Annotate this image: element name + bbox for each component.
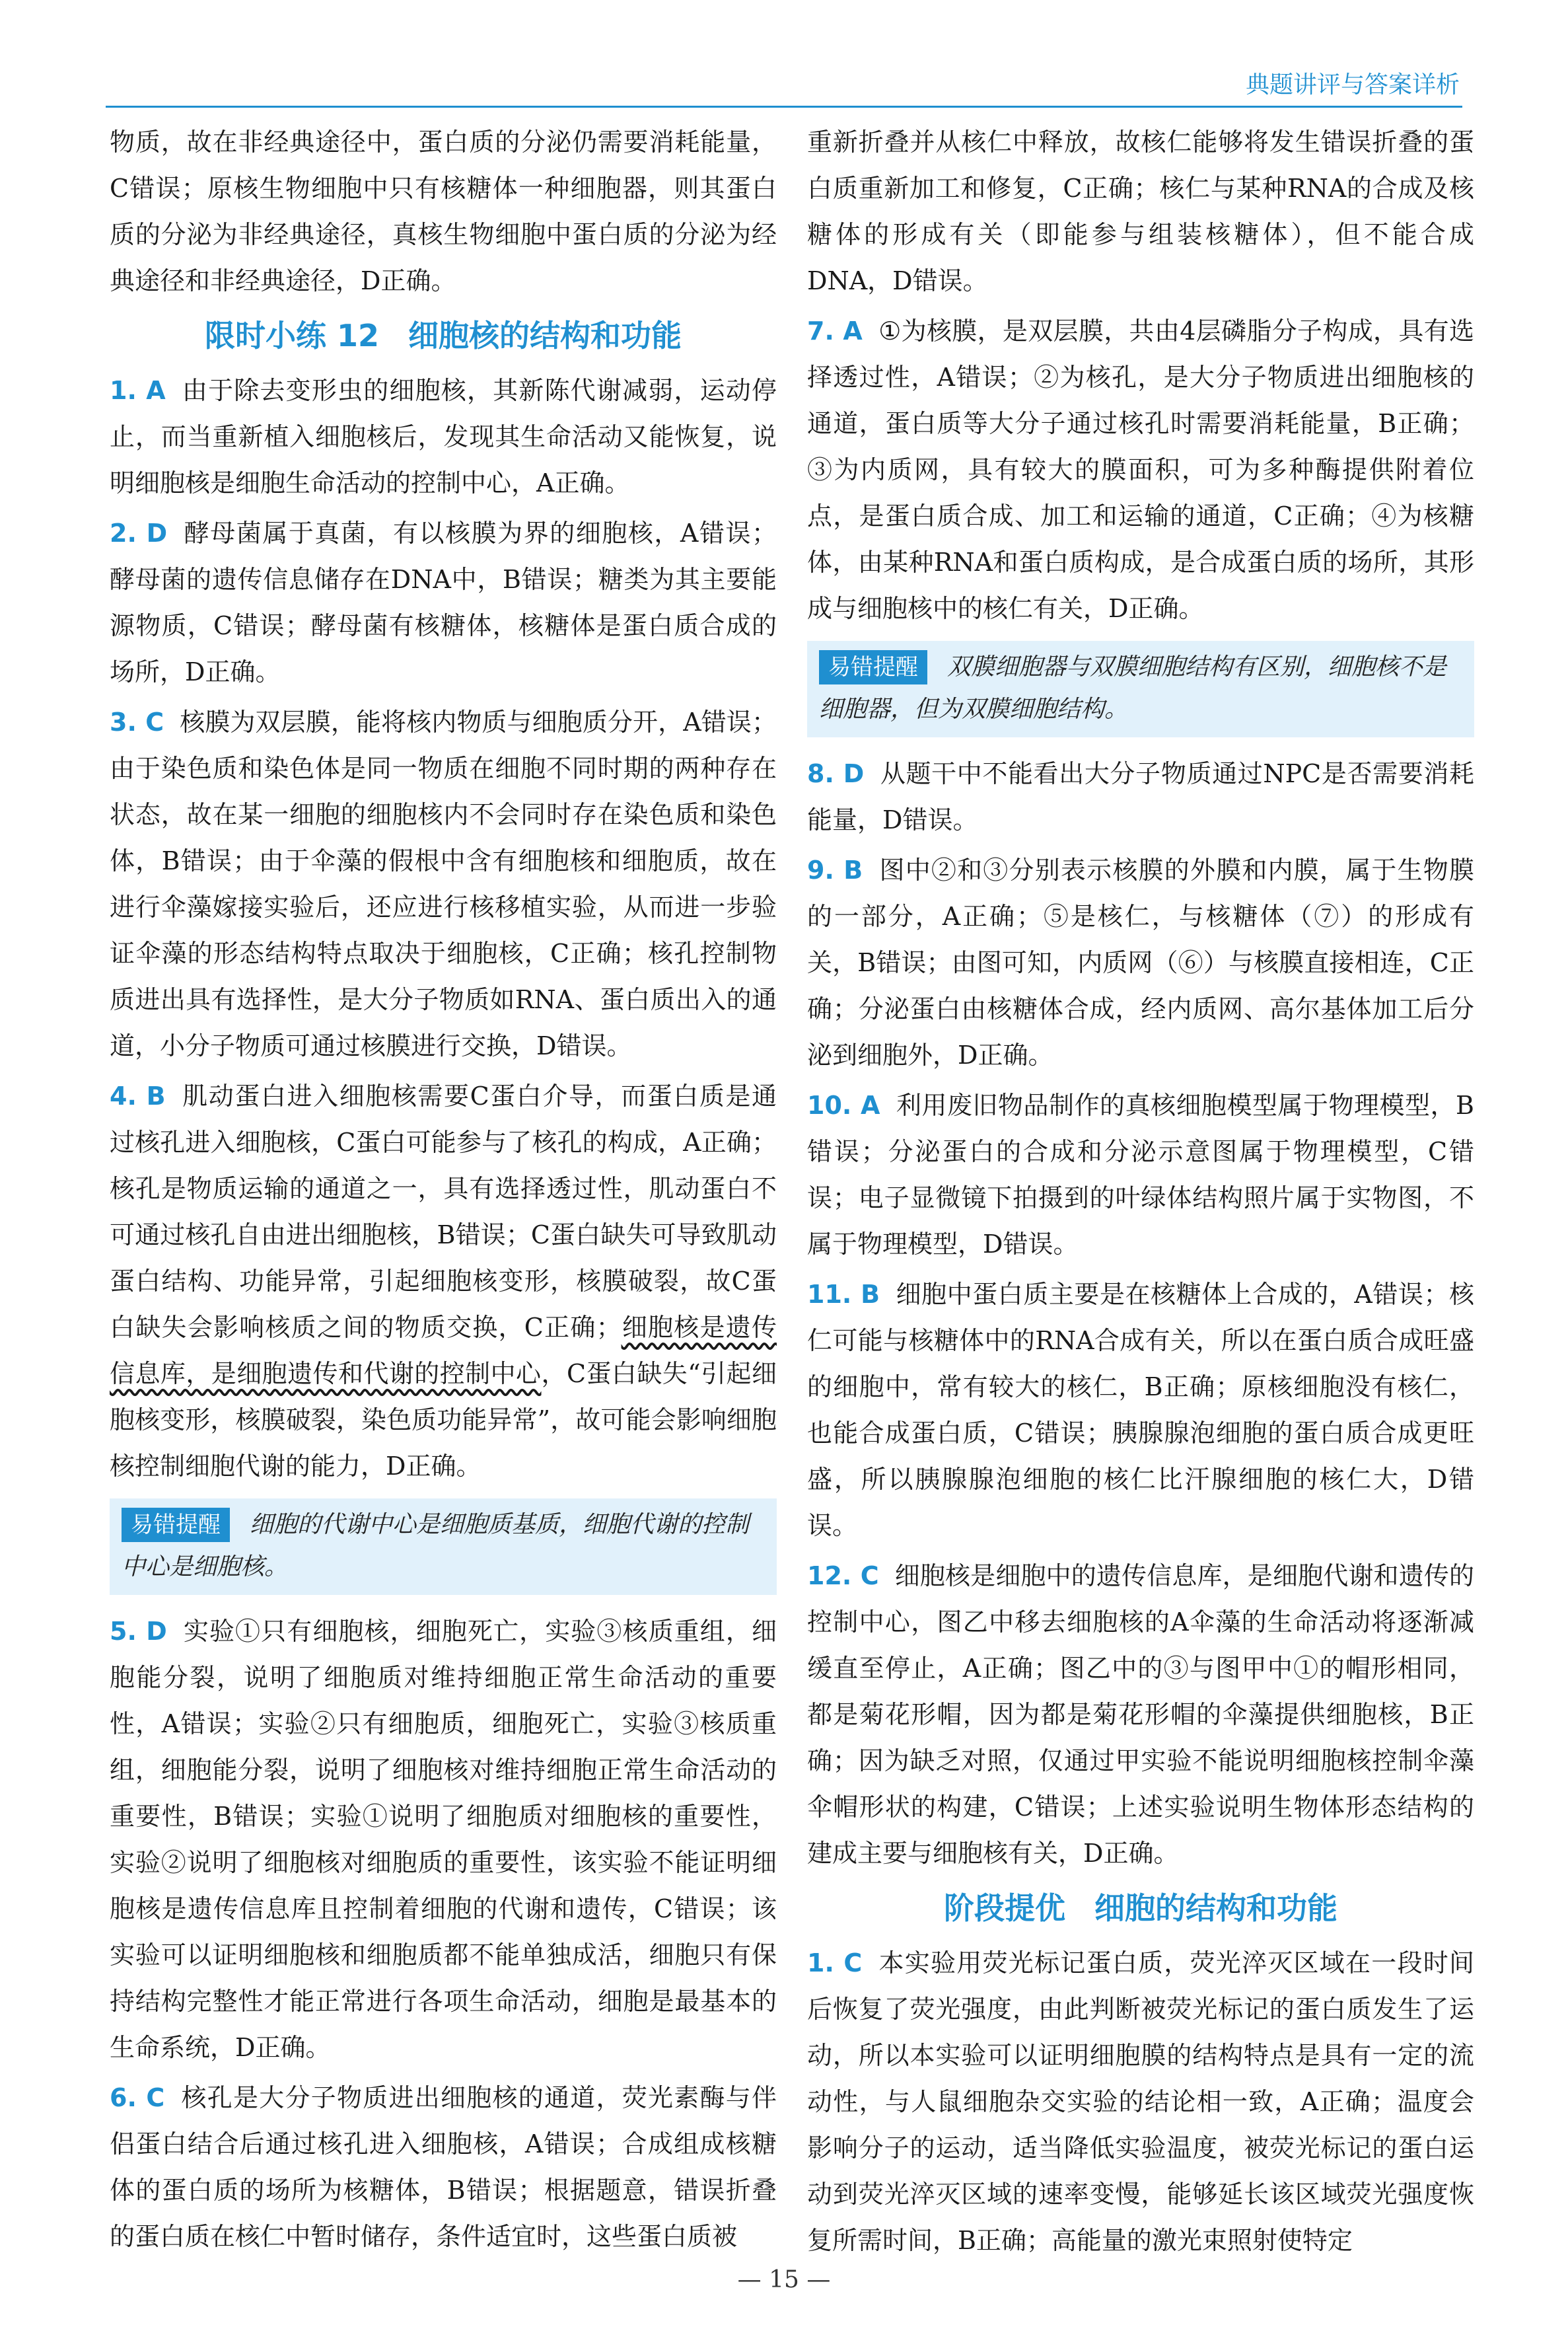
answer-7 [807,308,1474,632]
tip-text: 双膜细胞器与双膜细胞结构有区别，细胞核不是细胞器，但为双膜细胞结构。 [819,653,1447,723]
answer-label: 9. B [807,856,863,885]
answer-5 [110,1608,777,2071]
answer-2 [110,510,777,695]
tip-label: 易错提醒 [122,1508,230,1542]
page-number: — 15 — [737,2266,831,2293]
answer-11 [807,1271,1474,1549]
answer-text: 本实验用荧光标记蛋白质，荧光淬灭区域在一段时间后恢复了荧光强度，由此判断被荧光标记的蛋白质发生了运动，所以本实验可以证明细胞膜的结构特点是具有一定的流动性，与人鼠细胞杂交实验的结论相一致，A正确；温度会影响分子的运动，适当降低实验温度，被荧光标记的蛋白运动到荧光淬灭区域的速率变慢，能够延长该区域荧光强度恢复所需时间，B正确；高能量的激光束照射使特定 [807,1948,1474,2255]
answer-9 [807,847,1474,1078]
answer-r1 [807,1940,1474,2264]
section-number: 限时小练 12 [204,318,380,353]
section-number: 阶段提优 [944,1890,1065,1926]
answer-text: 利用废旧物品制作的真核细胞模型属于物理模型，B错误；分泌蛋白的合成和分泌示意图属于物理模型，C错误；电子显微镜下拍摄到的叶绿体结构照片属于实物图，不属于物理模型，D错误。 [807,1091,1474,1259]
left-column [110,119,777,2264]
right-column [807,119,1474,2268]
section-title: 细胞的结构和功能 [1094,1890,1337,1926]
continued-paragraph: 重新折叠并从核仁中释放，故核仁能够将发生错误折叠的蛋白质重新加工和修复，C正确；核仁与某种RNA的合成及核糖体的形成有关（即能参与组装核糖体），但不能合成DNA，D错误。 [807,128,1474,295]
answer-label: 7. A [807,316,863,346]
answer-10 [807,1082,1474,1267]
answer-label: 6. C [110,2083,165,2112]
answer-text: 核孔是大分子物质进出细胞核的通道，荧光素酶与伴侣蛋白结合后通过核孔进入细胞核，A错误；合成组成核糖体的蛋白质的场所为核糖体，B错误；根据题意，错误折叠的蛋白质在核仁中暂时储存，条件适宜时，这些蛋白质被 [110,2083,777,2251]
tip-label: 易错提醒 [819,650,927,684]
answer-1 [110,367,777,506]
answer-label: 2. D [110,519,168,548]
header-rule [106,106,1462,108]
answer-label: 10. A [807,1091,880,1120]
answer-3 [110,699,777,1069]
answer-text: ，C蛋白缺失“引起细胞核变形，核膜破裂，染色质功能异常”，故可能会影响细胞核控制细胞代谢的能力，D正确。 [110,1359,777,1481]
answer-label: 5. D [110,1617,167,1646]
answer-label: 1. C [807,1948,863,1977]
answer-text: 细胞核是细胞中的遗传信息库，是细胞代谢和遗传的控制中心，图乙中移去细胞核的A伞藻的生命活动将逐渐减缓直至停止，A正确；图乙中的③与图甲中①的帽形相同，都是菊花形帽，因为都是菊花形帽的伞藻提供细胞核，B正确；因为缺乏对照，仅通过甲实验不能说明细胞核控制伞藻伞帽形状的构建，C错误；上述实验说明生物体形态结构的建成主要与细胞核有关，D正确。 [807,1561,1474,1868]
section-heading-1 [110,308,777,363]
answer-6 [110,2075,777,2260]
answer-label: 8. D [807,759,865,788]
answer-8 [807,751,1474,843]
tip-text: 细胞的代谢中心是细胞质基质，细胞代谢的控制中心是细胞核。 [122,1511,750,1580]
answer-text: 由于除去变形虫的细胞核，其新陈代谢减弱，运动停止，而当重新植入细胞核后，发现其生命活动又能恢复，说明细胞核是细胞生命活动的控制中心，A正确。 [110,376,777,498]
answer-text: 图中②和③分别表示核膜的外膜和内膜，属于生物膜的一部分，A正确；⑤是核仁，与核糖体（⑦）的形成有关，B错误；由图可知，内质网（⑥）与核膜直接相连，C正确；分泌蛋白由核糖体合成，经内质网、高尔基体加工后分泌到细胞外，D正确。 [807,856,1474,1070]
answer-4 [110,1073,777,1489]
answer-text: 核膜为双层膜，能将核内物质与细胞质分开，A错误；由于染色质和染色体是同一物质在细胞不同时期的两种存在状态，故在某一细胞的细胞核内不会同时存在染色质和染色体，B错误；由于伞藻的假根中含有细胞核和细胞质，故在进行伞藻嫁接实验后，还应进行核移植实验，从而进一步验证伞藻的形态结构特点取决于细胞核，C正确；核孔控制物质进出具有选择性，是大分子物质如RNA、蛋白质出入的通道，小分子物质可通过核膜进行交换，D错误。 [110,708,777,1060]
answer-label: 1. A [110,376,166,405]
tip-box-2 [807,641,1474,737]
answer-text: 肌动蛋白进入细胞核需要C蛋白介导，而蛋白质是通过核孔进入细胞核，C蛋白可能参与了核孔的构成，A正确；核孔是物质运输的通道之一，具有选择透过性，肌动蛋白不可通过核孔自由进出细胞核，B错误；C蛋白缺失可导致肌动蛋白结构、功能异常，引起细胞核变形，核膜破裂，故C蛋白缺失会影响核质之间的物质交换，C正确； [110,1082,777,1342]
answer-text: 细胞中蛋白质主要是在核糖体上合成的，A错误；核仁可能与核糖体中的RNA合成有关，所以在蛋白质合成旺盛的细胞中，常有较大的核仁，B正确；原核细胞没有核仁，也能合成蛋白质，C错误；胰腺腺泡细胞的蛋白质合成更旺盛，所以胰腺腺泡细胞的核仁比汗腺细胞的核仁大，D错误。 [807,1280,1474,1540]
answer-text: 酵母菌属于真菌，有以核膜为界的细胞核，A错误；酵母菌的遗传信息储存在DNA中，B错误；糖类为其主要能源物质，C错误；酵母菌有核糖体，核糖体是蛋白质合成的场所，D正确。 [110,519,777,686]
header-title: 典题讲评与答案详析 [1245,71,1460,98]
answer-text: 实验①只有细胞核，细胞死亡，实验③核质重组，细胞能分裂，说明了细胞质对维持细胞正常生命活动的重要性，A错误；实验②只有细胞质，细胞死亡，实验③核质重组，细胞能分裂，说明了细胞核对维持细胞正常生命活动的重要性，B错误；实验①说明了细胞质对细胞核的重要性，实验②说明了细胞核对细胞质的重要性，该实验不能证明细胞核是遗传信息库且控制着细胞的代谢和遗传，C错误；该实验可以证明细胞核和细胞质都不能单独成活，细胞只有保持结构完整性才能正常进行各项生命活动，细胞是最基本的生命系统，D正确。 [110,1617,777,2062]
answer-label: 12. C [807,1561,879,1590]
answer-label: 4. B [110,1082,166,1111]
answer-12 [807,1553,1474,1876]
answer-label: 3. C [110,708,164,737]
intro-paragraph: 物质，故在非经典途径中，蛋白质的分泌仍需要消耗能量，C错误；原核生物细胞中只有核糖体一种细胞器，则其蛋白质的分泌为非经典途径，真核生物细胞中蛋白质的分泌为经典途径和非经典途径，D正确。 [110,128,777,295]
answer-text: 从题干中不能看出大分子物质通过NPC是否需要消耗能量，D错误。 [807,759,1474,834]
answer-label: 11. B [807,1280,880,1309]
answer-text: ①为核膜，是双层膜，共由4层磷脂分子构成，具有选择透过性，A错误；②为核孔，是大分子物质进出细胞核的通道，蛋白质等大分子通过核孔时需要消耗能量，B正确；③为内质网，具有较大的膜面积，可为多种酶提供附着位点，是蛋白质合成、加工和运输的通道，C正确；④为核糖体，由某种RNA和蛋白质构成，是合成蛋白质的场所，其形成与细胞核中的核仁有关，D正确。 [807,316,1475,623]
section-title: 细胞核的结构和功能 [408,318,682,353]
section-heading-2 [807,1880,1474,1936]
tip-box-1 [110,1498,777,1595]
wavy-underlined-text: 细胞核是遗传信息库，是细胞遗传和代谢的控制中心 [110,1313,777,1388]
